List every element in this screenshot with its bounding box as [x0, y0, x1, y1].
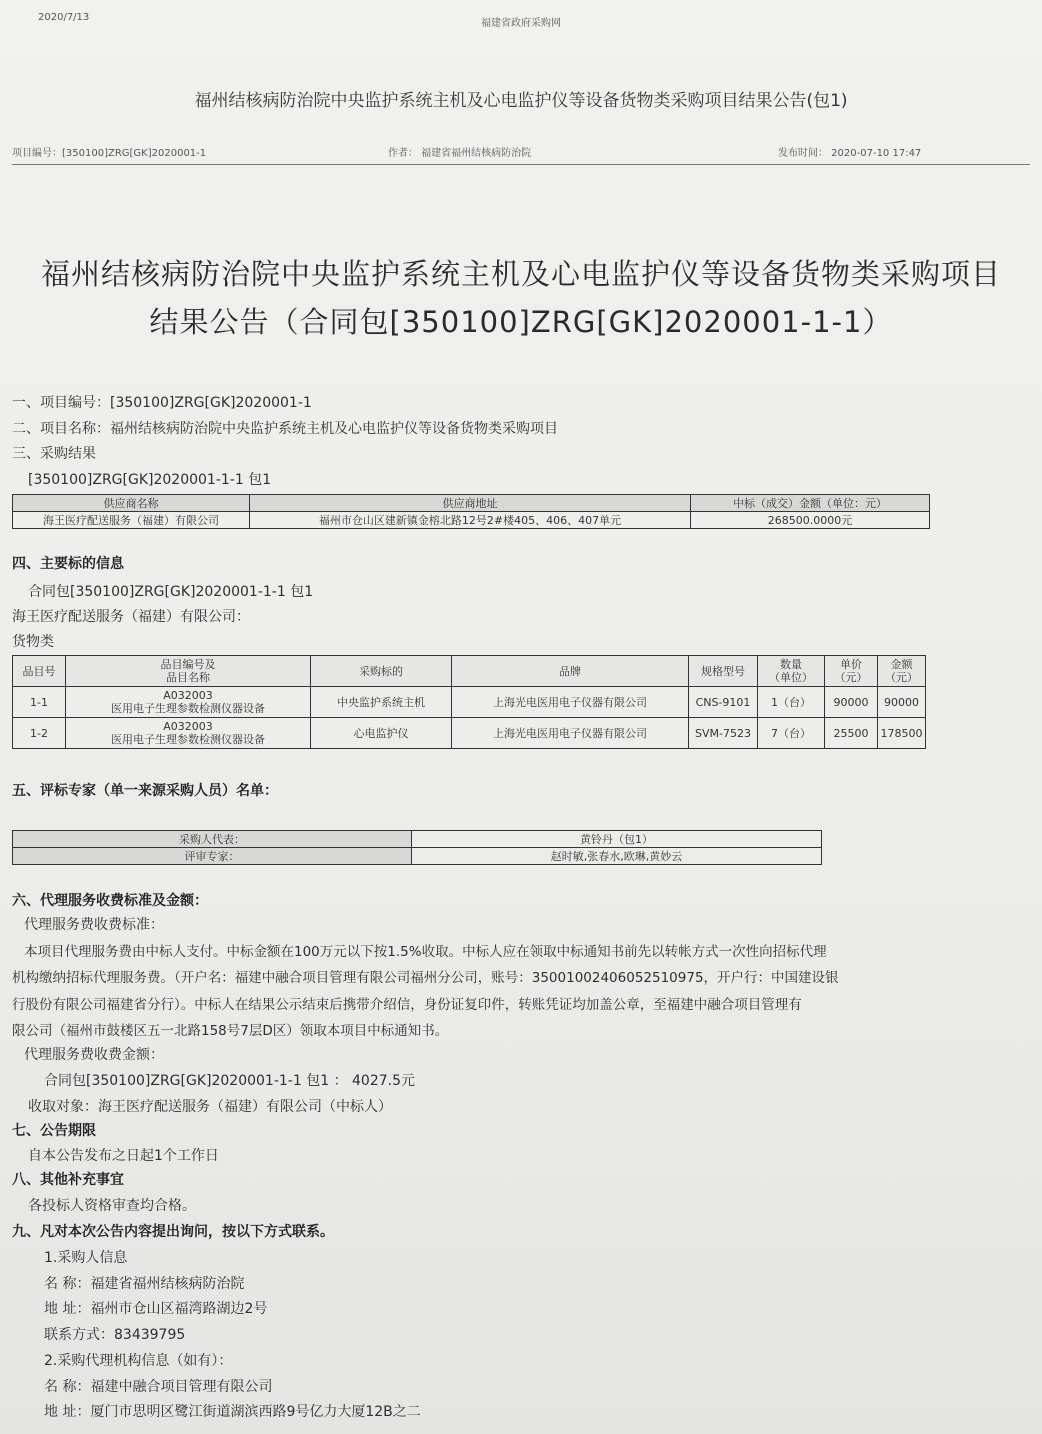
- section6-amount-line: 合同包[350100]ZRG[GK]2020001-1-1 包1 ： 4027.5元: [44, 1073, 415, 1089]
- section5-title: 五、评标专家（单一来源采购人员）名单：: [12, 783, 278, 799]
- buyer-address: 地 址：福州市仓山区福湾路湖边2号: [44, 1301, 268, 1317]
- agent-title: 2.采购代理机构信息（如有）：: [44, 1353, 233, 1369]
- section8-text: 各投标人资格审查均合格。: [28, 1198, 196, 1214]
- section8-title: 八、其他补充事宜: [12, 1172, 124, 1188]
- print-site: 福建省政府采购网: [481, 18, 561, 29]
- items-th-code-name: 品目编号及 品目名称: [66, 656, 311, 687]
- items-th-price: 单价 （元）: [825, 656, 878, 687]
- meta-author: 作者： 福建省福州结核病防治院: [388, 148, 532, 159]
- item-model: SVM-7523: [689, 718, 758, 749]
- item-qty: 7（台）: [758, 718, 825, 749]
- section6-title: 六、代理服务收费标准及金额：: [12, 893, 208, 909]
- item-no: 1-1: [13, 687, 66, 718]
- items-th-model: 规格型号: [689, 656, 758, 687]
- result-th-amount: 中标（成交）金额（单位：元）: [691, 495, 930, 512]
- section6-para-line3: 行股份有限公司福建省分行）。中标人在结果公示结束后携带介绍信，身份证复印件，转账凭证均加盖公章，至福建中融合项目管理有: [12, 997, 802, 1013]
- experts-table: [12, 830, 822, 865]
- item-price: 90000: [825, 687, 878, 718]
- items-th-qty: 数量 （单位）: [758, 656, 825, 687]
- agent-name: 名 称：福建中融合项目管理有限公司: [44, 1379, 273, 1395]
- section6-target-line: 收取对象：海王医疗配送服务（福建）有限公司（中标人）: [28, 1099, 392, 1115]
- header-title: 福州结核病防治院中央监护系统主机及心电监护仪等设备货物类采购项目结果公告(包1): [194, 91, 848, 111]
- section7-text: 自本公告发布之日起1个工作日: [28, 1148, 219, 1164]
- item-code-name: A032003 医用电子生理参数检测仪器设备: [66, 687, 311, 718]
- experts-label-rep: 采购人代表：: [13, 831, 412, 848]
- items-th-amount: 金额 （元）: [878, 656, 926, 687]
- buyer-contact: 联系方式：83439795: [44, 1327, 186, 1343]
- experts-value-rep: 黄铃丹（包1）: [412, 831, 822, 848]
- item-brand: 上海光电医用电子仪器有限公司: [452, 687, 689, 718]
- print-date: 2020/7/13: [38, 12, 90, 23]
- section6-std-title: 代理服务费收费标准：: [24, 917, 164, 933]
- section6-para-line2: 机构缴纳招标代理服务费。（开户名：福建中融合项目管理有限公司福州分公司，账号：35001002406052510975，开户行：中国建设银: [12, 970, 839, 986]
- section9-title: 九、凡对本次公告内容提出询问，按以下方式联系。: [12, 1224, 334, 1240]
- result-supplier: 海王医疗配送服务（福建）有限公司: [13, 512, 250, 529]
- item-brand: 上海光电医用电子仪器有限公司: [452, 718, 689, 749]
- main-title-line2: 结果公告（合同包[350100]ZRG[GK]2020001-1-1）: [149, 305, 893, 339]
- experts-value-panel: 赵时敏,张春水,欧琳,黄妙云: [412, 848, 822, 865]
- buyer-title: 1.采购人信息: [44, 1250, 128, 1266]
- section2: 二、项目名称：福州结核病防治院中央监护系统主机及心电监护仪等设备货物类采购项目: [12, 421, 558, 437]
- section3-package: [350100]ZRG[GK]2020001-1-1 包1: [28, 472, 272, 488]
- table-row: [13, 687, 926, 718]
- item-no: 1-2: [13, 718, 66, 749]
- section3-title: 三、采购结果: [12, 446, 96, 462]
- section6-para-line1: 本项目代理服务费由中标人支付。中标金额在100万元以下按1.5%收取。中标人应在领取中标通知书前先以转帐方式一次性向招标代理: [24, 944, 827, 960]
- result-amount: 268500.0000元: [691, 512, 930, 529]
- section7-title: 七、公告期限: [12, 1123, 96, 1139]
- item-model: CNS-9101: [689, 687, 758, 718]
- result-th-supplier: 供应商名称: [13, 495, 250, 512]
- main-title-line1: 福州结核病防治院中央监护系统主机及心电监护仪等设备货物类采购项目: [40, 257, 1001, 291]
- buyer-name: 名 称：福建省福州结核病防治院: [44, 1276, 245, 1292]
- section4-company: 海王医疗配送服务（福建）有限公司：: [12, 609, 250, 625]
- item-target: 心电监护仪: [311, 718, 452, 749]
- result-table: [12, 494, 930, 529]
- agent-address: 地 址：厦门市思明区鹭江街道湖滨西路9号亿力大厦12B之二: [44, 1404, 421, 1420]
- section4-package: 合同包[350100]ZRG[GK]2020001-1-1 包1: [28, 584, 314, 600]
- section1: 一、项目编号：[350100]ZRG[GK]2020001-1: [12, 395, 312, 411]
- experts-label-panel: 评审专家：: [13, 848, 412, 865]
- item-code-name: A032003 医用电子生理参数检测仪器设备: [66, 718, 311, 749]
- item-amount: 178500: [878, 718, 926, 749]
- section6-amount-title: 代理服务费收费金额：: [24, 1047, 164, 1063]
- item-qty: 1（台）: [758, 687, 825, 718]
- meta-project-no: 项目编号：[350100]ZRG[GK]2020001-1: [12, 148, 207, 159]
- section6-para-line4: 限公司（福州市鼓楼区五一北路158号7层D区）领取本项目中标通知书。: [12, 1023, 449, 1039]
- items-table: [12, 655, 926, 749]
- item-target: 中央监护系统主机: [311, 687, 452, 718]
- items-th-brand: 品牌: [452, 656, 689, 687]
- items-th-target: 采购标的: [311, 656, 452, 687]
- item-amount: 90000: [878, 687, 926, 718]
- table-row: [13, 718, 926, 749]
- result-th-address: 供应商地址: [250, 495, 691, 512]
- section4-category: 货物类: [12, 634, 54, 650]
- item-price: 25500: [825, 718, 878, 749]
- header-divider: [12, 164, 1030, 165]
- result-address: 福州市仓山区建新镇金榕北路12号2#楼405、406、407单元: [250, 512, 691, 529]
- meta-publish-time: 发布时间： 2020-07-10 17:47: [778, 148, 922, 159]
- items-th-no: 品目号: [13, 656, 66, 687]
- section4-title: 四、主要标的信息: [12, 556, 124, 572]
